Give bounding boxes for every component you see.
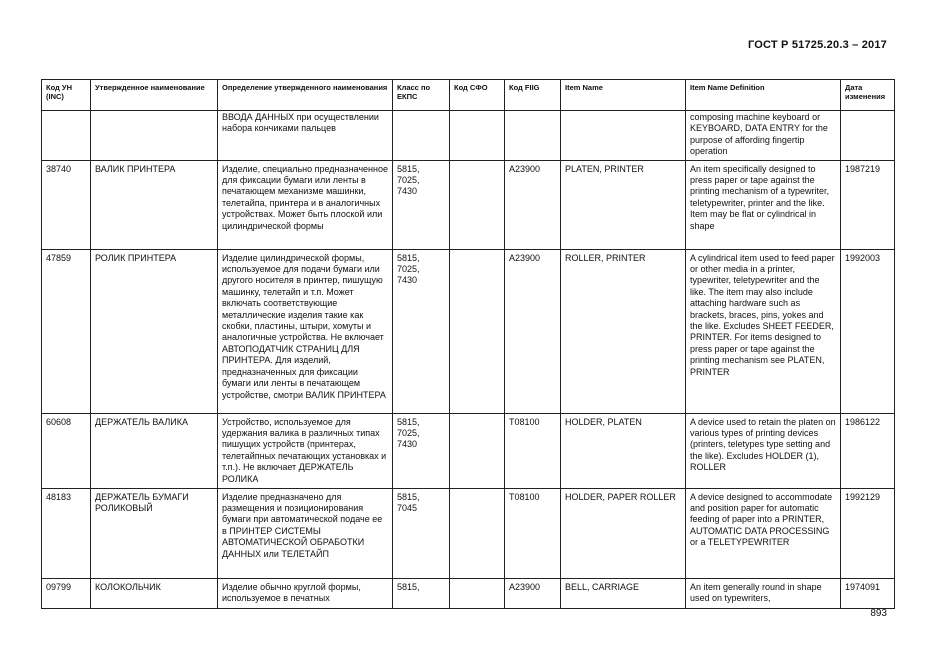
col-header-class: Класс по ЕКПС — [393, 80, 450, 111]
col-header-definition: Определение утвержденного наименования — [218, 80, 393, 111]
cell-definition: Изделие обычно круглой формы, используемое в печатных — [218, 578, 393, 608]
cell-definition: Изделие цилиндрической формы, используемое для подачи бумаги или другого носителя в принтер, пишущую машинку, телетайп и т.п. Может включать соответствующие металлические изделия такие как скобки, пластины, штыри, хомуты и аналогичные устройства. Не включает АВТОПОДАТЧИК СТРАНИЦ ДЛЯ ПРИНТЕРА. Для изделий, предназначенных для фиксации бумаги или ленты в печатающем устройстве, смотри ВАЛИК ПРИНТЕРА — [218, 249, 393, 413]
cell-name — [91, 111, 218, 161]
col-header-date: Дата изменения — [841, 80, 895, 111]
cell-sfo — [450, 111, 505, 161]
cell-sfo — [450, 160, 505, 249]
cell-code: 60608 — [42, 413, 91, 488]
cell-item-definition: A device designed to accommodate and position paper for automatic feeding of paper into a PRINTER, AUTOMATIC DATA PROCESSING or a TELETYPEWRITER — [686, 488, 841, 578]
col-header-name: Утвержденное наименование — [91, 80, 218, 111]
col-header-code: Код УН (INC) — [42, 80, 91, 111]
cell-fiig: A23900 — [505, 160, 561, 249]
cell-definition: Изделие предназначено для размещения и позиционирования бумаги при автоматической подаче ее в ПРИНТЕР СИСТЕМЫ АВТОМАТИЧЕСКОЙ ОБРАБОТКИ ДАННЫХ или ТЕЛЕТАЙП — [218, 488, 393, 578]
cell-definition: Изделие, специально предназначенное для фиксации бумаги или ленты в печатающем механизме машинки, телетайпа, принтера и в аналогичных устройствах. Может быть плоской или цилиндрической формы — [218, 160, 393, 249]
table-row — [42, 578, 895, 608]
cell-fiig: T08100 — [505, 488, 561, 578]
cell-item-definition: composing machine keyboard or KEYBOARD, DATA ENTRY for the purpose of affording fingertip operation — [686, 111, 841, 161]
cell-code: 48183 — [42, 488, 91, 578]
cell-item-name: HOLDER, PAPER ROLLER — [561, 488, 686, 578]
table-row — [42, 488, 895, 578]
document-id: ГОСТ Р 51725.20.3 – 2017 — [747, 39, 887, 51]
cell-sfo — [450, 413, 505, 488]
table-row — [42, 249, 895, 413]
table-row — [42, 413, 895, 488]
table-header-row — [42, 80, 895, 111]
page-number: 893 — [870, 608, 887, 619]
cell-item-definition: A cylindrical item used to feed paper or other media in a printer, typewriter, teletypewriter and the like. The item may also include attaching hardware such as brackets, braces, pins, yokes and the like. Excludes SHEET FEEDER, PRINTER. For items designed to press paper or tape against the printing mechanism see PLATEN, PRINTER — [686, 249, 841, 413]
cell-item-name: PLATEN, PRINTER — [561, 160, 686, 249]
col-header-fiig: Код FIIG — [505, 80, 561, 111]
col-header-item-definition: Item Name Definition — [686, 80, 841, 111]
cell-class — [393, 111, 450, 161]
cell-class: 5815, 7025, 7430 — [393, 160, 450, 249]
col-header-item-name: Item Name — [561, 80, 686, 111]
cell-item-name — [561, 111, 686, 161]
cell-definition: ВВОДА ДАННЫХ при осуществлении набора кончиками пальцев — [218, 111, 393, 161]
cell-name: ДЕРЖАТЕЛЬ БУМАГИ РОЛИКОВЫЙ — [91, 488, 218, 578]
cell-fiig: T08100 — [505, 413, 561, 488]
cell-definition: Устройство, используемое для удержания валика в различных типах пишущих устройств (принтерах, телетайпных печатающих установках и т.п.). Не включает ДЕРЖАТЕЛЬ РОЛИКА — [218, 413, 393, 488]
cell-item-definition: A device used to retain the platen on various types of printing devices (printers, teletypes type setting and the like). Excludes HOLDER (1), ROLLER — [686, 413, 841, 488]
cell-code — [42, 111, 91, 161]
table-row — [42, 111, 895, 161]
cell-item-name: ROLLER, PRINTER — [561, 249, 686, 413]
cell-item-definition: An item specifically designed to press paper or tape against the printing mechanism of a typewriter, teletypewriter, printer and the like. Item may be flat or cylindrical in shape — [686, 160, 841, 249]
cell-date: 1992129 — [841, 488, 895, 578]
cell-sfo — [450, 249, 505, 413]
cell-code: 47859 — [42, 249, 91, 413]
cell-fiig: A23900 — [505, 578, 561, 608]
cell-sfo — [450, 578, 505, 608]
cell-item-definition: An item generally round in shape used on typewriters, — [686, 578, 841, 608]
table-row — [42, 160, 895, 249]
cell-code: 38740 — [42, 160, 91, 249]
cell-date: 1992003 — [841, 249, 895, 413]
cell-item-name: BELL, CARRIAGE — [561, 578, 686, 608]
cell-name: РОЛИК ПРИНТЕРА — [91, 249, 218, 413]
nomenclature-table — [41, 79, 895, 609]
cell-date — [841, 111, 895, 161]
cell-class: 5815, 7045 — [393, 488, 450, 578]
cell-name: КОЛОКОЛЬЧИК — [91, 578, 218, 608]
cell-date: 1974091 — [841, 578, 895, 608]
cell-sfo — [450, 488, 505, 578]
cell-date: 1987219 — [841, 160, 895, 249]
col-header-sfo: Код СФО — [450, 80, 505, 111]
cell-class: 5815, 7025, 7430 — [393, 249, 450, 413]
cell-class: 5815, — [393, 578, 450, 608]
cell-code: 09799 — [42, 578, 91, 608]
cell-date: 1986122 — [841, 413, 895, 488]
cell-fiig: A23900 — [505, 249, 561, 413]
cell-class: 5815, 7025, 7430 — [393, 413, 450, 488]
cell-name: ВАЛИК ПРИНТЕРА — [91, 160, 218, 249]
cell-name: ДЕРЖАТЕЛЬ ВАЛИКА — [91, 413, 218, 488]
cell-fiig — [505, 111, 561, 161]
cell-item-name: HOLDER, PLATEN — [561, 413, 686, 488]
